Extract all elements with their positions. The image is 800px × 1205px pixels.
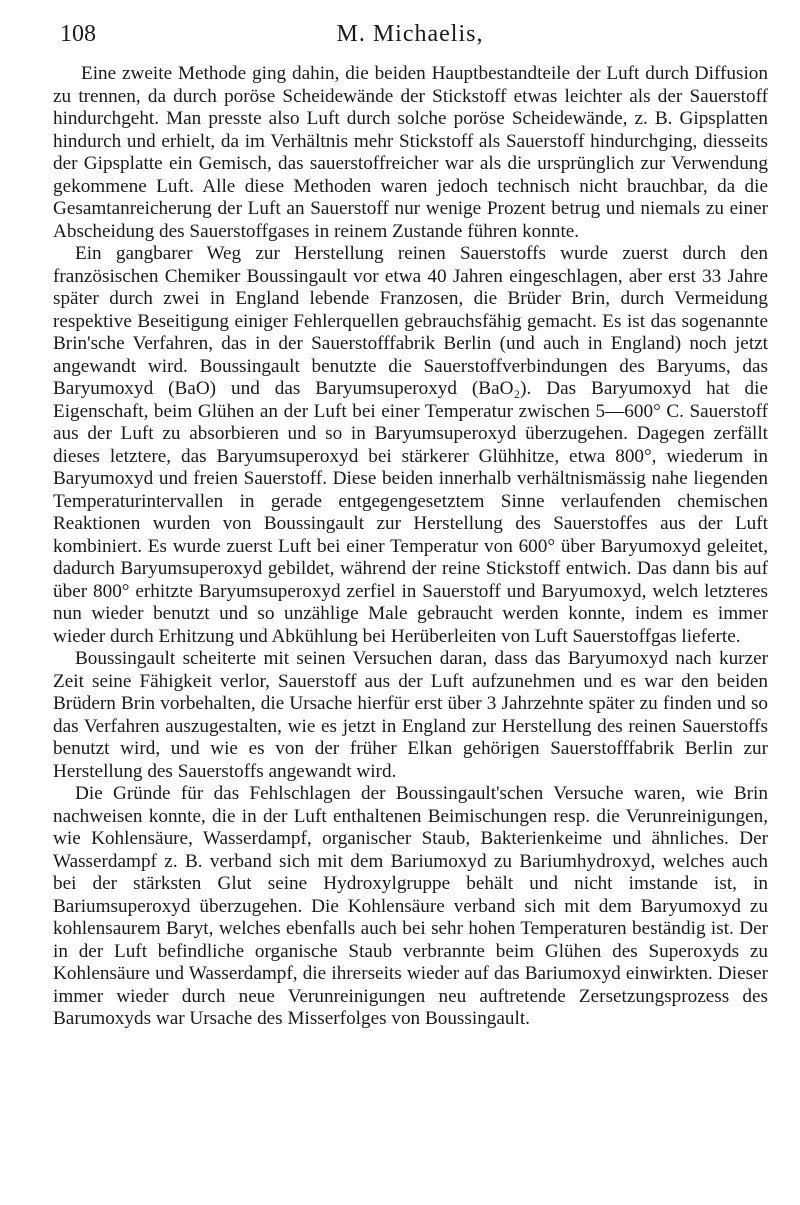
page-number: 108 [60,21,96,47]
paragraph-3: Boussingault scheiterte mit seinen Versuchen daran, dass das Baryumoxyd nach kurzer Zeit seine Fähigkeit verlor, Sauerstoff aus der Luft aufzunehmen und es war den beiden Brüdern Brin vorbehalten, die Ursache hierfür erst über 3 Jahrzehnte später zu finden und so das Verfahren auszugestalten, wie es jetzt in England zur Herstellung des reinen Sauerstoffs benutzt wird, und wie es von der früher Elkan gehörigen Sauerstofffabrik Berlin zur Herstellung des Sauerstoffs angewandt wird. [53,648,768,782]
body-text [53,63,768,1031]
paragraph-2: Ein gangbarer Weg zur Herstellung reinen Sauerstoffs wurde zuerst durch den französischen Chemiker Boussingault vor etwa 40 Jahren eingeschlagen, aber erst 33 Jahre später durch zwei in England lebende Franzosen, die Brüder Brin, durch Vermeidung respektive Beseitigung einiger Fehlerquellen gebrauchsfähig gemacht. Es ist das sogenannte Brin'sche Verfahren, das in der Sauerstofffabrik Berlin (und auch in England) noch jetzt angewandt wird. Boussingault benutzte die Sauerstoffverbindungen des Baryums, das Baryumoxyd (BaO) und das Baryumsuperoxyd (BaO₂). Das Baryumoxyd hat die Eigenschaft, beim Glühen an der Luft bei einer Temperatur zwischen 5—600° C. Sauerstoff aus der Luft zu absorbieren und so in Baryumsuperoxyd überzugehen. Dagegen zerfällt dieses letztere, das Baryumsuperoxyd bei stärkerer Glühhitze, etwa 800°, wiederum in Baryumoxyd und freien Sauerstoff. Diese beiden innerhalb verhältnismässig nahe liegenden Temperaturintervallen in gerade entgegengesetztem Sinne verlaufenden chemischen Reaktionen wurden von Boussingault zur Herstellung des Sauerstoffes aus der Luft kombiniert. Es wurde zuerst Luft bei einer Temperatur von 600° über Baryumoxyd geleitet, dadurch Baryumsuperoxyd gebildet, während der reine Stickstoff entwich. Das dann bis auf über 800° erhitzte Baryumsuperoxyd zerfiel in Sauerstoff und Baryumoxyd, welch letzteres nun wieder benutzt und so unzählige Male gebraucht werden konnte, indem es immer wieder durch Erhitzung und Abkühlung bei Herüberleiten von Luft Sauerstoffgas lieferte. [53,243,768,647]
paragraph-4: Die Gründe für das Fehlschlagen der Boussingault'schen Versuche waren, wie Brin nachweisen konnte, die in der Luft enthaltenen Beimischungen resp. die Verunreinigungen, wie Kohlensäure, Wasserdampf, organischer Staub, Bakterienkeime und ähnliches. Der Wasserdampf z. B. verband sich mit dem Bariumoxyd zu Bariumhydroxyd, welches auch bei der stärksten Glut seine Hydroxylgruppe behält und nicht imstande ist, in Bariumsuperoxyd überzugehen. Die Kohlensäure verband sich mit dem Baryumoxyd zu kohlensaurem Baryt, welches ebenfalls auch bei sehr hohen Temperaturen beständig ist. Der in der Luft befindliche organische Staub verbrannte beim Glühen des Superoxyds zu Kohlensäure und Wasserdampf, die ihrerseits wieder auf das Bariumoxyd einwirkten. Dieser immer wieder durch neue Verunreinigungen neu auftretende Zersetzungsprozess des Barumoxyds war Ursache des Misserfolges von Boussingault. [53,783,768,1029]
paragraph-1: Eine zweite Methode ging dahin, die beiden Hauptbestandteile der Luft durch Diffusion zu trennen, da durch poröse Scheidewände der Stickstoff etwas leichter als der Sauerstoff hindurchgeht. Man presste also Luft durch solche poröse Scheidewände, z. B. Gipsplatten hindurch und erhielt, da im Verhältnis mehr Stickstoff als Sauerstoff hindurchging, diesseits der Gipsplatte ein Gemisch, das sauerstoffreicher war als die ursprünglich zur Verwendung gekommene Luft. Alle diese Methoden waren jedoch technisch nicht brauchbar, da die Gesamtanreicherung der Luft an Sauerstoff nur wenige Prozent betrug und niemals zu einer Abscheidung des Sauerstoffgases in reinem Zustande führen konnte. [53,63,768,242]
page-header [60,14,760,54]
running-head: M. Michaelis, [336,21,484,47]
